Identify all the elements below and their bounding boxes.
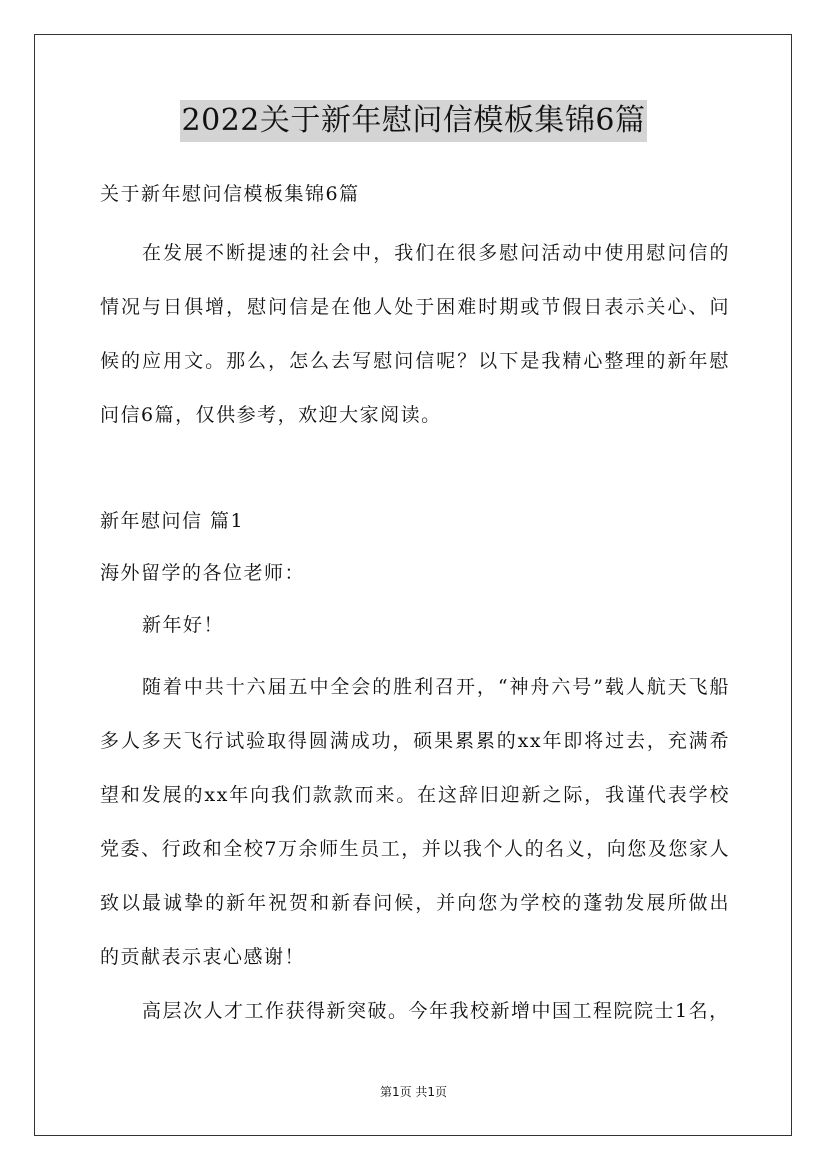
page-footer: 第1页 共1页: [379, 1085, 448, 1099]
letter-salutation: 海外留学的各位老师：: [100, 562, 306, 584]
intro-paragraph: 在发展不断提速的社会中，我们在很多慰问活动中使用慰问信的情况与日俱增，慰问信是在他人处于困难时期或节假日表示关心、问候的应用文。那么，怎么去写慰问信呢？以下是我精心整理的新年慰问信6篇，仅供参考，欢迎大家阅读。: [100, 242, 730, 426]
document-subtitle: 关于新年慰问信模板集锦6篇: [100, 183, 360, 205]
body-paragraph-2: 高层次人才工作获得新突破。今年我校新增中国工程院院士1名，: [142, 1000, 730, 1022]
body-paragraph-1: 随着中共十六届五中全会的胜利召开，“神舟六号”载人航天飞船多人多天飞行试验取得圆满成功，硕果累累的xx年即将过去，充满希望和发展的xx年向我们款款而来。在这辞旧迎新之际，我谨代表学校党委、行政和全校7万余师生员工，并以我个人的名义，向您及您家人致以最诚挚的新年祝贺和新春问候，并向您为学校的蓬勃发展所做出的贡献表示衷心感谢！: [100, 676, 730, 968]
section-heading: 新年慰问信 篇1: [100, 510, 245, 532]
new-year-greeting: 新年好！: [142, 614, 225, 636]
title-container: [0, 100, 827, 142]
document-title: 2022关于新年慰问信模板集锦6篇: [180, 100, 648, 142]
